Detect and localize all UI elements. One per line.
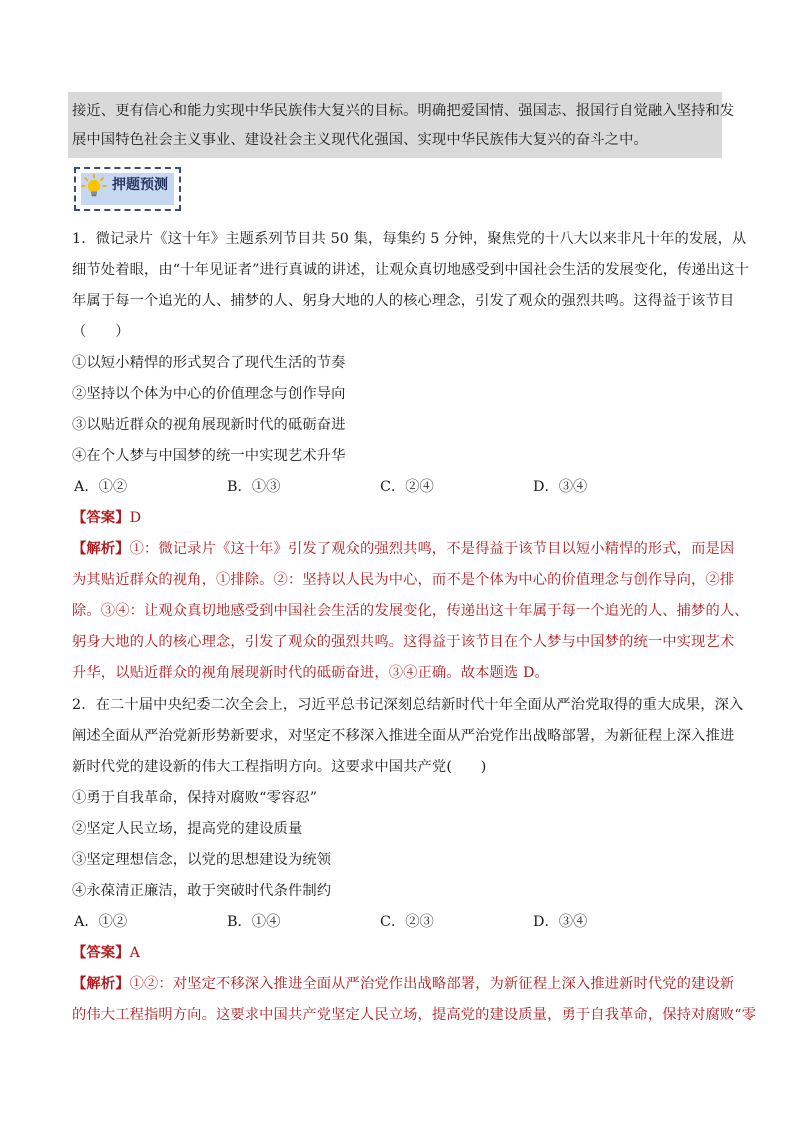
- q1-analysis-line: 升华，以贴近群众的视角展现新时代的砥砺奋进，③④正确。故本题选 D。: [72, 665, 549, 681]
- q2-option-a: A．①②: [74, 914, 128, 930]
- q1-item: ①以短小精悍的形式契合了现代生活的节奏: [72, 355, 346, 371]
- q2-option-c: C．②③: [380, 914, 434, 930]
- q2-stem-line: 阐述全面从严治党新形势新要求，对坚定不移深入推进全面从严治党作出战略部署，为新征程上深入推进: [72, 728, 735, 744]
- q2-analysis-line: 的伟大工程指明方向。这要求中国共产党坚定人民立场，提高党的建设质量，勇于自我革命，保持对腐败“零: [72, 1007, 757, 1023]
- answer-value: A: [129, 945, 141, 961]
- answer-tag: 【答案】: [72, 510, 130, 526]
- q1-option-a: A．①②: [74, 479, 128, 495]
- q1-analysis-line: 为其贴近群众的视角，①排除。②：坚持以人民为中心，而不是个体为中心的价值理念与创作导向，②排: [72, 572, 735, 588]
- q1-stem-line: 年属于每一个追光的人、捕梦的人、躬身大地的人的核心理念，引发了观众的强烈共鸣。这得益于该节目: [72, 293, 735, 309]
- q2-item: ①勇于自我革命，保持对腐败“零容忍”: [72, 790, 318, 806]
- q1-analysis-line: [72, 539, 734, 559]
- q2-option-d: D．③④: [533, 914, 588, 930]
- section-badge-label: 押题预测: [112, 177, 168, 193]
- q2-analysis-line: [72, 974, 734, 994]
- analysis-text: ①②：对坚定不移深入推进全面从严治党作出战略部署，为新征程上深入推进新时代党的建设新: [129, 976, 735, 992]
- section-badge: [74, 167, 181, 211]
- lightbulb-icon: [81, 173, 107, 199]
- q1-item: ④在个人梦与中国梦的统一中实现艺术升华: [72, 448, 346, 464]
- analysis-tag: 【解析】: [72, 976, 130, 992]
- q2-item: ②坚定人民立场，提高党的建设质量: [72, 821, 303, 837]
- q2-item: ③坚定理想信念，以党的思想建设为统领: [72, 852, 332, 868]
- answer-value: D: [129, 510, 142, 526]
- q2-answer: [72, 943, 140, 963]
- q1-stem-line: 1．微记录片《这十年》主题系列节目共 50 集，每集约 5 分钟，聚焦党的十八大以来非凡十年的发展，从: [72, 231, 747, 247]
- q2-stem-line: 2．在二十届中央纪委二次全会上，习近平总书记深刻总结新时代十年全面从严治党取得的重大成果，深入: [72, 697, 744, 713]
- analysis-text: ①：微记录片《这十年》引发了观众的强烈共鸣，不是得益于该节目以短小精悍的形式，而是因: [129, 541, 735, 557]
- q1-option-c: C．②④: [380, 479, 434, 495]
- q2-option-b: B．①④: [227, 914, 281, 930]
- q1-stem-line: 细节处着眼，由“十年见证者”进行真诚的讲述，让观众真切地感受到中国社会生活的发展变化，传递出这十: [72, 262, 750, 278]
- q2-item: ④永葆清正廉洁，敢于突破时代条件制约: [72, 883, 332, 899]
- analysis-tag: 【解析】: [72, 541, 130, 557]
- intro-line: 接近、更有信心和能力实现中华民族伟大复兴的目标。明确把爱国情、强国志、报国行自觉融入坚持和发: [72, 103, 735, 119]
- intro-highlight-block: [68, 92, 735, 158]
- answer-tag: 【答案】: [72, 945, 130, 961]
- q2-stem-line: 新时代党的建设新的伟大工程指明方向。这要求中国共产党( ): [72, 759, 487, 775]
- q1-option-b: B．①③: [227, 479, 281, 495]
- q1-stem-line: （ ）: [72, 324, 130, 340]
- q1-analysis-line: 除。③④：让观众真切地感受到中国社会生活的发展变化，传递出这十年属于每一个追光的人、捕梦的人、: [72, 603, 749, 619]
- q1-item: ②坚持以个体为中心的价值理念与创作导向: [72, 386, 346, 402]
- q1-item: ③以贴近群众的视角展现新时代的砥砺奋进: [72, 417, 346, 433]
- q1-analysis-line: 躬身大地的人的核心理念，引发了观众的强烈共鸣。这得益于该节目在个人梦与中国梦的统一中实现艺术: [72, 634, 735, 650]
- q1-option-d: D．③④: [533, 479, 588, 495]
- intro-line: 展中国特色社会主义事业、建设社会主义现代化强国、实现中华民族伟大复兴的奋斗之中。: [72, 132, 648, 148]
- q1-answer: [72, 508, 141, 528]
